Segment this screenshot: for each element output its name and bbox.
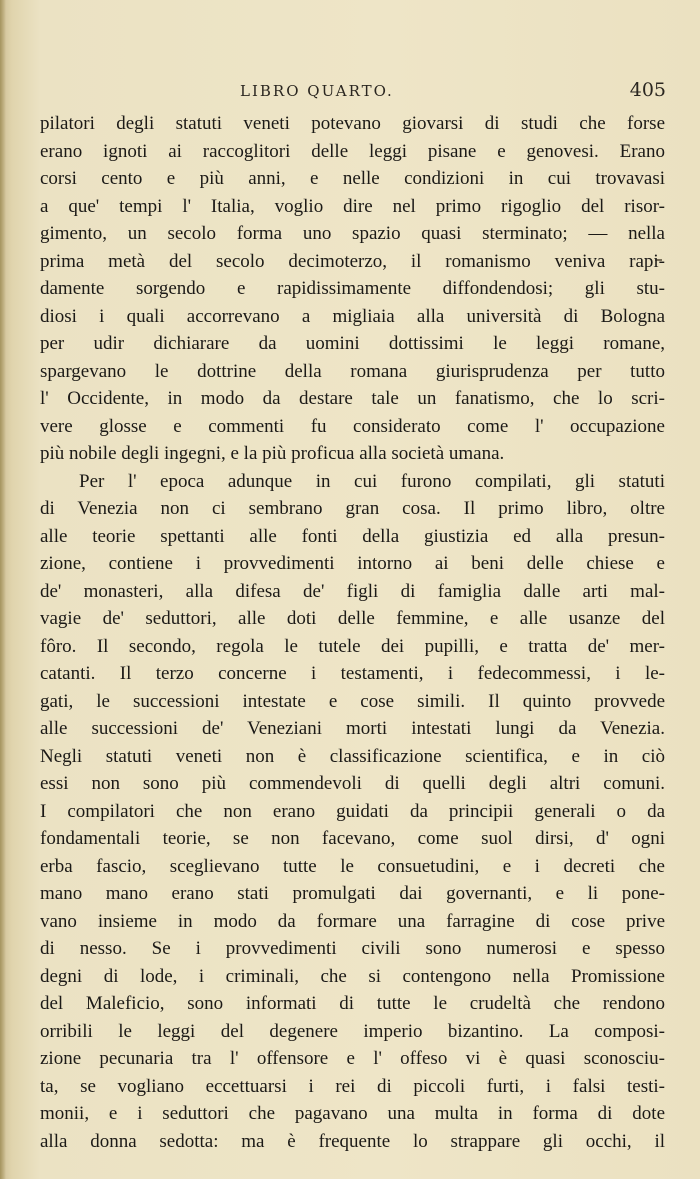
text-line: vagie de' seduttori, alle doti delle femmine, e alle usanze del [40, 608, 665, 629]
paragraph [40, 110, 665, 468]
text-line: de' monasteri, alla difesa de' figli di famiglia dalle arti mal- [40, 580, 665, 602]
text-line: zione, contiene i provvedimenti intorno ai beni delle chiese e [40, 553, 665, 574]
text-line: l' Occidente, in modo da destare tale un fanatismo, che lo scri- [40, 388, 665, 409]
text-line: gati, le successioni intestate e cose simili. Il quinto provvede [40, 690, 665, 712]
text-line: catanti. Il terzo concerne i testamenti, i fedecommessi, i le- [40, 663, 665, 684]
text-line: gimento, un secolo forma uno spazio quasi sterminato; — nella [40, 223, 665, 244]
text-line: alle teorie spettanti alle fonti della giustizia ed alla presun- [40, 525, 665, 547]
text-line: degni di lode, i criminali, che si contengono nella Promissione [40, 965, 665, 987]
text-line: a que' tempi l' Italia, voglio dire nel primo rigoglio del risor- [40, 195, 665, 217]
text-line: Per l' epoca adunque in cui furono compilati, gli statuti [79, 470, 665, 492]
text-line: di nesso. Se i provvedimenti civili sono numerosi e spesso [40, 938, 665, 959]
page-number: 405 [629, 79, 666, 101]
text-line: essi non sono più commendevoli di quelli degli altri comuni. [40, 773, 665, 794]
text-line: corsi cento e più anni, e nelle condizioni in cui trovavasi [40, 168, 665, 189]
text-line: erano ignoti ai raccoglitori delle leggi pisane e genovesi. Erano [40, 140, 665, 162]
text-line: alle successioni de' Veneziani morti intestati lungi da Venezia. [40, 718, 665, 739]
text-line: damente sorgendo e rapidissimamente diffondendosi; gli stu- [40, 278, 665, 299]
text-line: vere glosse e commenti fu considerato come l' occupazione [40, 415, 665, 437]
text-line: zione pecunaria tra l' offensore e l' offeso vi è quasi sconosciu- [40, 1048, 665, 1069]
text-line: I compilatori che non erano guidati da principii generali o da [40, 800, 665, 822]
text-line: mano mano erano stati promulgati dai governanti, e li pone- [40, 883, 665, 904]
body-text [40, 110, 665, 1155]
text-line: diosi i quali accorrevano a migliaia alla università di Bologna [40, 305, 665, 327]
text-line: per udir dichiarare da uomini dottissimi le leggi romane, [40, 333, 665, 354]
text-line: di Venezia non ci sembrano gran cosa. Il primo libro, oltre [40, 498, 665, 519]
text-line: pilatori degli statuti veneti potevano giovarsi di studi che forse [40, 113, 665, 134]
text-line: erba fascio, sceglievano tutte le consuetudini, e i decreti che [40, 855, 665, 877]
text-line: del Maleficio, sono informati di tutte le crudeltà che rendono [40, 993, 665, 1014]
paragraph [40, 468, 665, 1156]
text-line: alla donna sedotta: ma è frequente lo strappare gli occhi, il [40, 1130, 665, 1152]
text-line: fôro. Il secondo, regola le tutele dei pupilli, e tratta de' mer- [40, 635, 665, 657]
text-line: fondamentali teorie, se non facevano, come suol dirsi, d' ogni [40, 828, 665, 849]
text-line: ta, se vogliano eccettuarsi i rei di piccoli furti, i falsi testi- [40, 1075, 665, 1097]
running-head [0, 79, 700, 106]
text-line: Negli statuti veneti non è classificazione scientifica, e in ciò [40, 745, 665, 767]
text-line: monii, e i seduttori che pagavano una multa in forma di dote [40, 1103, 665, 1124]
text-line: spargevano le dottrine della romana giurisprudenza per tutto [40, 360, 665, 382]
running-title: LIBRO QUARTO. [240, 82, 394, 100]
text-line: orribili le leggi del degenere imperio bizantino. La composi- [40, 1020, 665, 1042]
text-line: vano insieme in modo da formare una farragine di cose prive [40, 910, 665, 932]
text-line: più nobile degli ingegni, e la più proficua alla società umana. [40, 443, 505, 464]
text-line: prima metà del secolo decimoterzo, il romanismo veniva rapi- [40, 250, 665, 272]
